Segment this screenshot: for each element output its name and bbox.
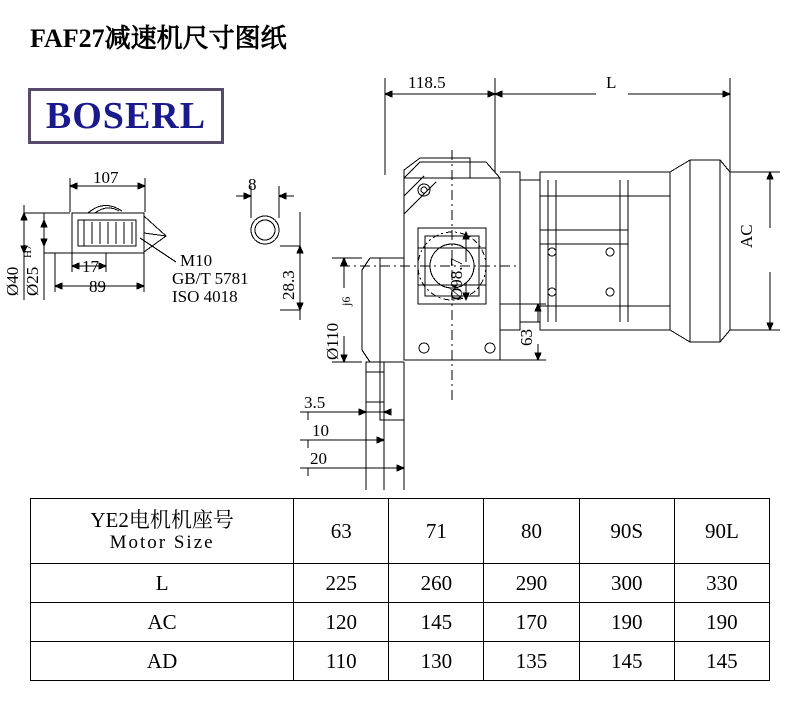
label-gbt: GB/T 5781 xyxy=(172,269,249,288)
motor-size-0: 63 xyxy=(294,499,389,564)
dim-d40: Ø40 xyxy=(3,266,22,296)
label-m10: M10 xyxy=(180,251,213,270)
row-L-value-0: 225 xyxy=(294,564,389,603)
motor-size-2: 80 xyxy=(484,499,579,564)
row-AD-value-4: 145 xyxy=(674,642,769,681)
row-AD-value-2: 135 xyxy=(484,642,579,681)
dim-63: 63 xyxy=(517,329,536,346)
row-AC-value-2: 170 xyxy=(484,603,579,642)
row-label-AD: AD xyxy=(31,642,294,681)
dim-28-3: 28.3 xyxy=(279,270,298,300)
row-AC-value-3: 190 xyxy=(579,603,674,642)
motor-size-1: 71 xyxy=(389,499,484,564)
dim-89: 89 xyxy=(89,277,106,296)
row-AD-value-3: 145 xyxy=(579,642,674,681)
motor-size-3: 90S xyxy=(579,499,674,564)
dim-d25h7: Ø25 xyxy=(23,266,42,296)
row-AC-value-0: 120 xyxy=(294,603,389,642)
row-AC-value-1: 145 xyxy=(389,603,484,642)
table-row xyxy=(31,642,770,681)
row-L-value-2: 290 xyxy=(484,564,579,603)
dim-10: 10 xyxy=(312,421,329,440)
dim-17: 17 xyxy=(82,257,99,276)
table-row xyxy=(31,603,770,642)
row-AD-value-0: 110 xyxy=(294,642,389,681)
table-row-header xyxy=(31,499,770,564)
dim-118-5: 118.5 xyxy=(408,73,446,92)
spec-table xyxy=(30,498,770,681)
tolerance-h7: H7 xyxy=(22,244,34,258)
dim-110: Ø110 xyxy=(323,322,342,360)
dim-98-7: Ø98.7 xyxy=(447,257,466,300)
row-AC-value-4: 190 xyxy=(674,603,769,642)
row-L-value-4: 330 xyxy=(674,564,769,603)
motor-size-header-cn: YE2电机机座号 xyxy=(90,508,234,532)
dim-3-5: 3.5 xyxy=(304,393,326,412)
row-label-L: L xyxy=(31,564,294,603)
label-iso: ISO 4018 xyxy=(172,287,238,306)
dim-AC: AC xyxy=(737,224,756,248)
page-title: FAF27减速机尺寸图纸 xyxy=(30,24,287,53)
dim-20: 20 xyxy=(310,449,327,468)
row-label-AC: AC xyxy=(31,603,294,642)
motor-size-4: 90L xyxy=(674,499,769,564)
row-L-value-3: 300 xyxy=(579,564,674,603)
tolerance-j6: j6 xyxy=(339,296,353,306)
dim-L: L xyxy=(606,73,617,92)
dim-8: 8 xyxy=(248,175,257,194)
dim-107: 107 xyxy=(93,168,119,187)
logo-text: BOSERL xyxy=(45,95,207,137)
motor-size-header-en: Motor Size xyxy=(109,532,215,554)
row-L-value-1: 260 xyxy=(389,564,484,603)
table-row xyxy=(31,564,770,603)
motor-size-header xyxy=(31,499,294,564)
row-AD-value-1: 130 xyxy=(389,642,484,681)
